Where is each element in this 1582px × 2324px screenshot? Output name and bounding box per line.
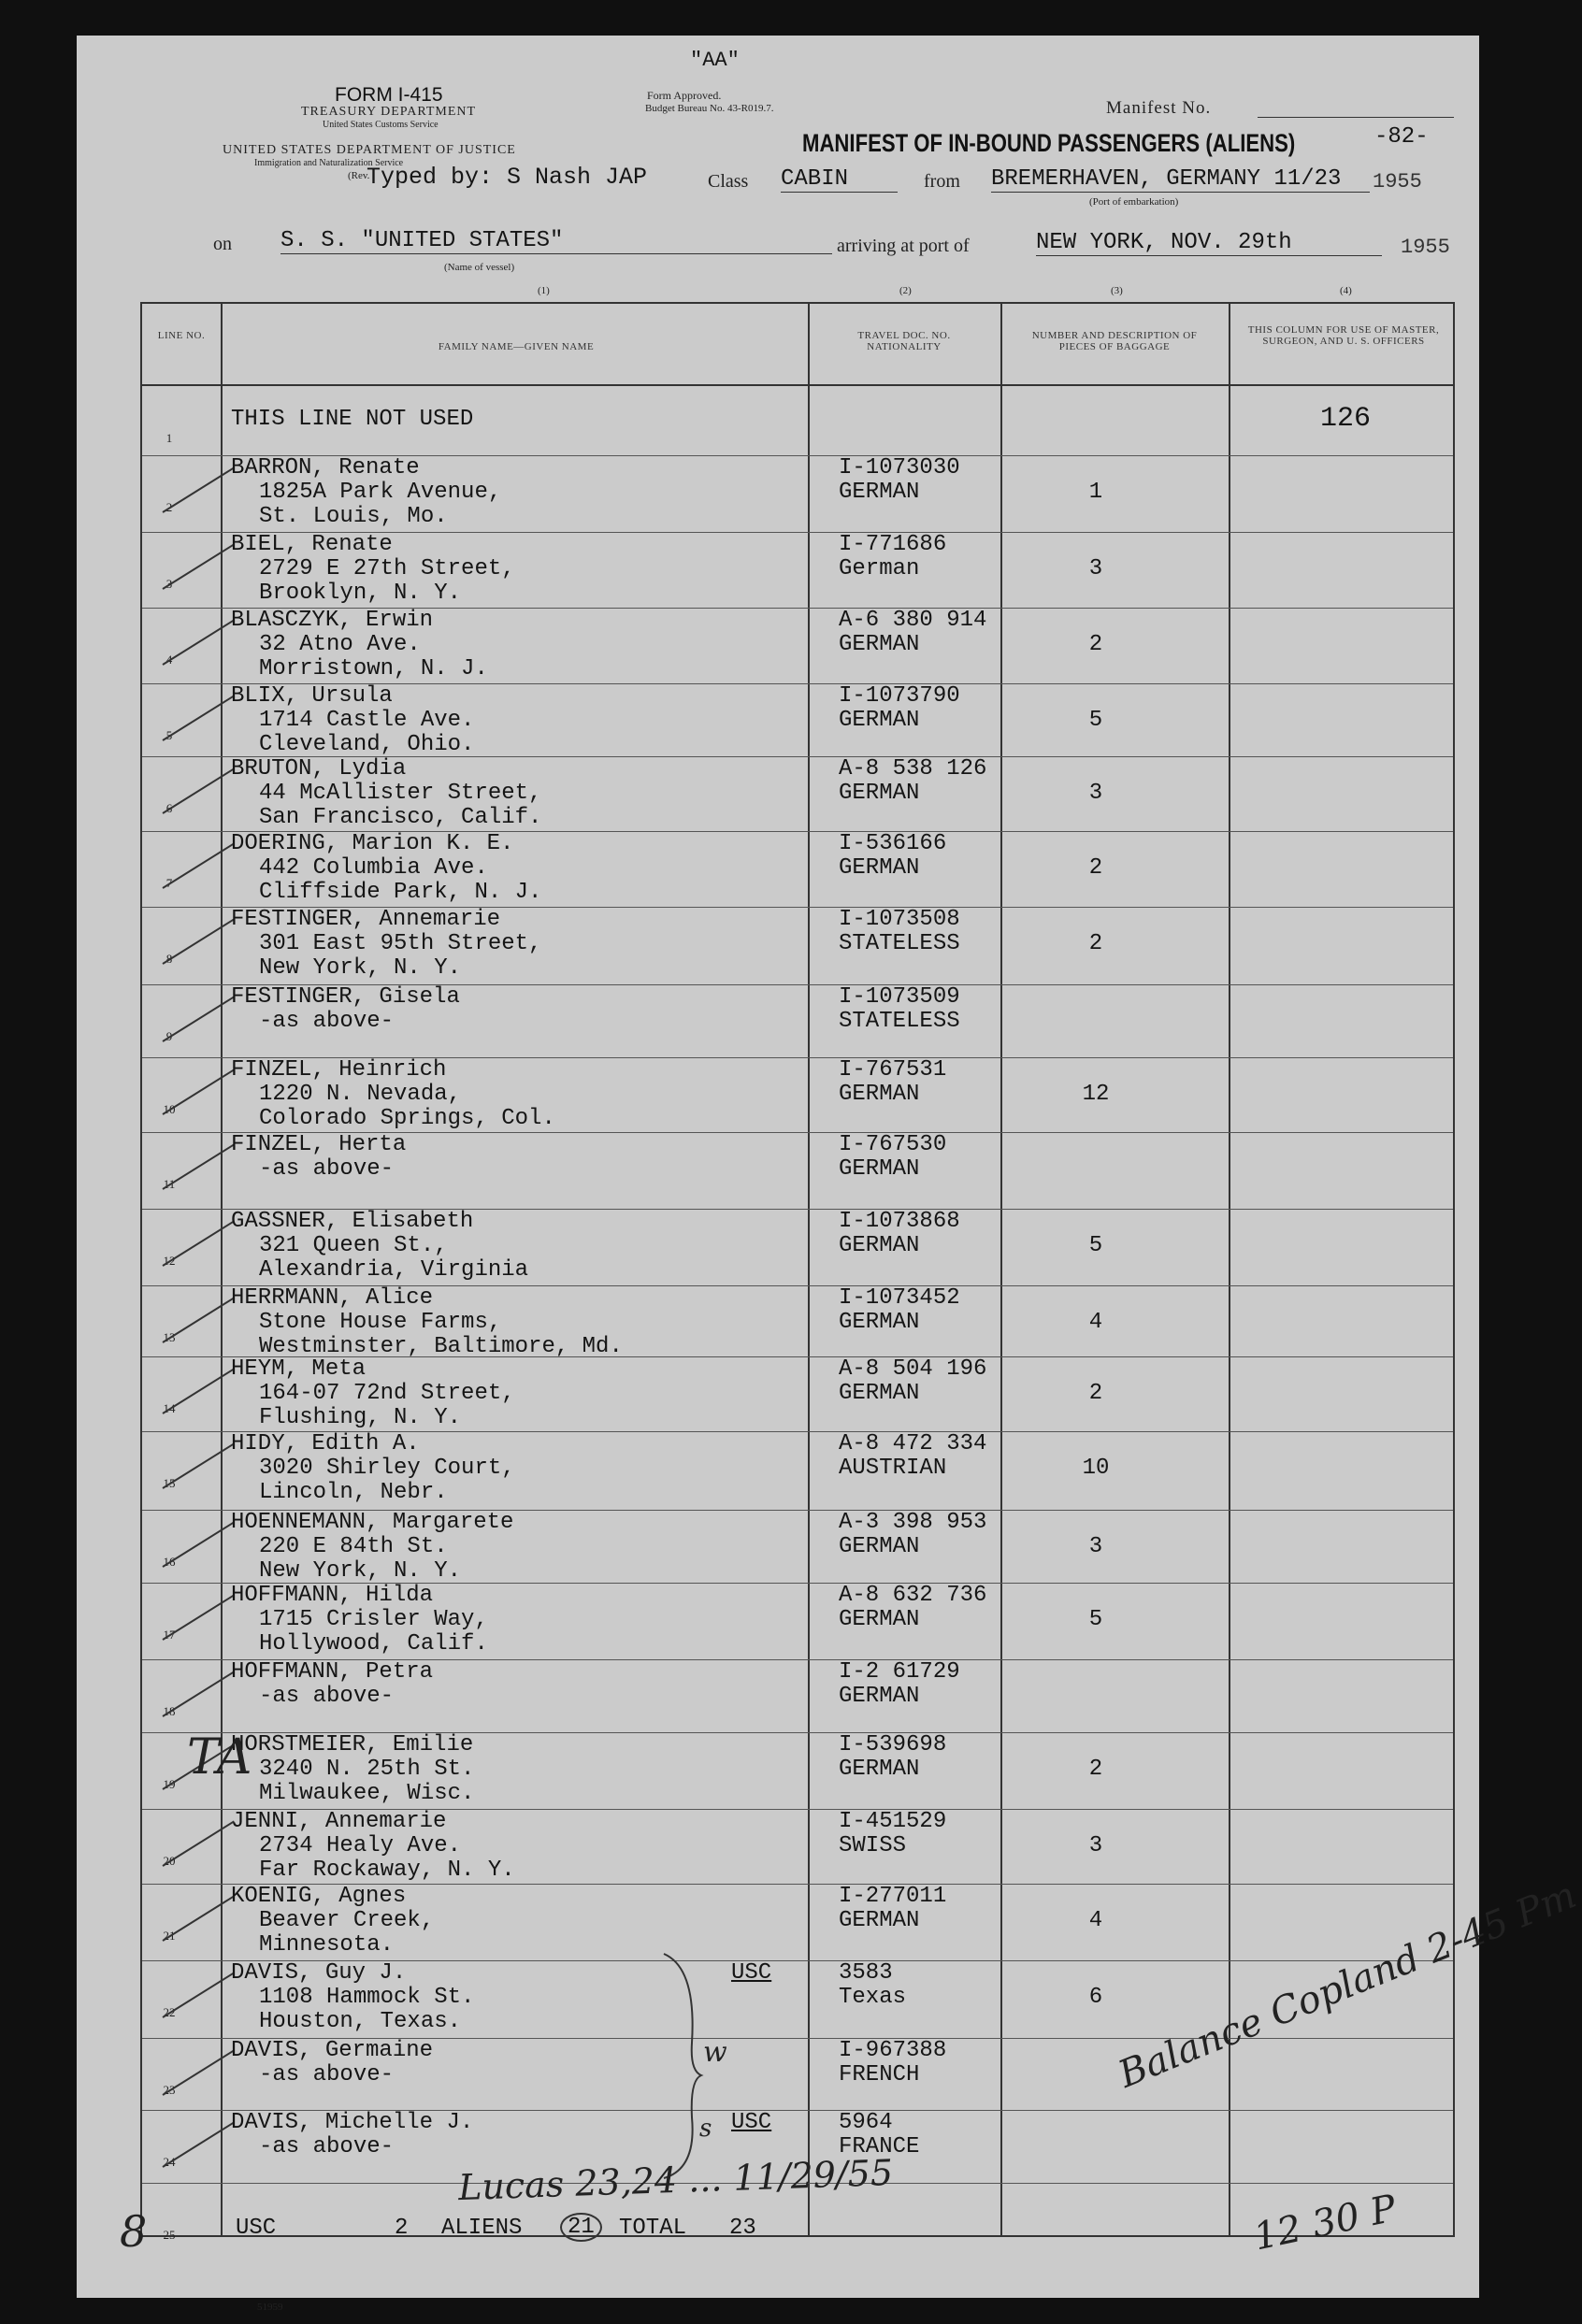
baggage-count: 3 (1088, 1833, 1103, 1858)
line-number: 3 (165, 577, 173, 591)
justice-dept: UNITED STATES DEPARTMENT OF JUSTICE (223, 143, 516, 157)
passenger-address-line: Houston, Texas. (259, 2009, 462, 2034)
travel-doc-number: I-1073790 (839, 683, 960, 709)
on-label: on (213, 234, 232, 254)
table-row (142, 1057, 1453, 1132)
travel-doc-number: I-1073509 (839, 984, 960, 1010)
nationality: Texas (839, 1985, 907, 2010)
passenger-address-line: Westminster, Baltimore, Md. (259, 1334, 623, 1359)
form-rev: (Rev. (348, 170, 370, 181)
passenger-address-line: 1108 Hammock St. (259, 1985, 475, 2010)
line-number: 18 (163, 1704, 176, 1718)
passenger-address-line: -as above- (259, 1156, 395, 1182)
passenger-address-line: Cliffside Park, N. J. (259, 880, 542, 905)
column-number: (1) (538, 285, 550, 296)
table-row (142, 1884, 1453, 1958)
check-mark (162, 1297, 234, 1342)
manifest-title: MANIFEST OF IN-BOUND PASSENGERS (ALIENS) (802, 129, 1296, 157)
passenger-address-line: San Francisco, Calif. (259, 805, 542, 830)
page-number: -82- (1374, 124, 1429, 150)
table-row (142, 756, 1453, 831)
line-number: 4 (165, 653, 173, 667)
passenger-address-line: 2729 E 27th Street, (259, 556, 515, 581)
baggage-count: 3 (1088, 781, 1103, 806)
passenger-name: BARRON, Renate (231, 455, 420, 481)
form-code: 51959 (257, 2302, 283, 2313)
baggage-count: 5 (1088, 708, 1103, 733)
nationality: GERMAN (839, 781, 920, 806)
passenger-address-line: Minnesota. (259, 1932, 395, 1958)
baggage-count: 1 (1088, 480, 1103, 505)
passenger-name: BIEL, Renate (231, 532, 393, 557)
check-mark (162, 466, 234, 512)
check-mark (162, 918, 234, 964)
table-row (142, 532, 1453, 607)
baggage-count: 5 (1088, 1233, 1103, 1258)
passenger-address-line: Brooklyn, N. Y. (259, 581, 462, 606)
class-label: Class (708, 171, 749, 192)
line-number: 12 (163, 1254, 176, 1268)
passenger-address-line: 32 Atno Ave. (259, 632, 421, 657)
col-header-travel-doc: TRAVEL DOC. NO. NATIONALITY (857, 330, 951, 352)
travel-doc-number: I-277011 (839, 1884, 947, 1909)
table-row (142, 984, 1453, 1059)
nationality: SWISS (839, 1833, 907, 1858)
passenger-address-line: -as above- (259, 2134, 395, 2159)
from-label: from (924, 171, 960, 192)
w-mark: w (703, 2036, 727, 2069)
passenger-name: FESTINGER, Annemarie (231, 907, 501, 932)
travel-doc-number: A-8 538 126 (839, 756, 987, 782)
customs-service: United States Customs Service (323, 120, 439, 130)
margin-mark: 8 (120, 2206, 148, 2257)
passenger-name: FINZEL, Herta (231, 1132, 407, 1157)
line-number: 6 (165, 801, 173, 815)
passenger-name: HOFFMANN, Petra (231, 1659, 434, 1685)
port-of-embarkation: BREMERHAVEN, GERMANY 11/23 (991, 166, 1370, 193)
check-mark (162, 543, 234, 589)
form-approved: Form Approved. (647, 89, 722, 102)
baggage-count: 6 (1088, 1985, 1103, 2010)
nationality: GERMAN (839, 708, 920, 733)
nationality: GERMAN (839, 1908, 920, 1933)
officer-note: 126 (1320, 403, 1372, 435)
travel-doc-number: I-1073508 (839, 907, 960, 932)
typed-by: Typed by: S Nash JAP (367, 164, 648, 191)
passenger-address-line: Flushing, N. Y. (259, 1405, 462, 1430)
aliens-count: 21 (560, 2213, 602, 2242)
usc-tag: USC (731, 1960, 772, 1986)
nationality: GERMAN (839, 1233, 920, 1258)
nationality: GERMAN (839, 1156, 920, 1182)
passenger-name: HEYM, Meta (231, 1356, 367, 1382)
year-top: 1955 (1373, 170, 1422, 194)
nationality: GERMAN (839, 1082, 920, 1107)
travel-doc-number: I-771686 (839, 532, 947, 557)
line-number: 7 (165, 876, 173, 890)
class-value: CABIN (781, 166, 898, 193)
check-mark (162, 1972, 234, 2017)
baggage-count: 12 (1082, 1082, 1110, 1107)
line-number: 16 (163, 1555, 176, 1569)
aa-mark: "AA" (690, 49, 740, 72)
nationality: GERMAN (839, 1381, 920, 1406)
col-header-baggage: NUMBER AND DESCRIPTION OF PIECES OF BAGGAGE (1031, 330, 1198, 352)
year-bottom: 1955 (1401, 236, 1450, 259)
check-mark (162, 1069, 234, 1114)
ta-mark: TA (187, 1729, 252, 1786)
passenger-address-line: 2734 Healy Ave. (259, 1833, 462, 1858)
line-number: 25 (163, 2228, 176, 2242)
table-row (142, 1583, 1453, 1657)
nationality: GERMAN (839, 1607, 920, 1632)
table-row (142, 2038, 1453, 2113)
passenger-address-line: 3240 N. 25th St. (259, 1757, 475, 1782)
usc-label: USC (236, 2216, 277, 2241)
passenger-name: THIS LINE NOT USED (231, 407, 474, 432)
manifest-no-line (1258, 117, 1454, 118)
passenger-name: HOENNEMANN, Margarete (231, 1510, 514, 1535)
travel-doc-number: A-8 504 196 (839, 1356, 987, 1382)
passenger-name: HOFFMANN, Hilda (231, 1583, 434, 1608)
vessel-caption: (Name of vessel) (444, 262, 515, 273)
check-mark (162, 1442, 234, 1488)
nationality: GERMAN (839, 1684, 920, 1709)
travel-doc-number: A-8 472 334 (839, 1431, 987, 1456)
line-number: 2 (165, 500, 173, 514)
passenger-address-line: Lincoln, Nebr. (259, 1480, 448, 1505)
line-number: 8 (165, 952, 173, 966)
check-mark (162, 1368, 234, 1413)
passenger-address-line: 301 East 95th Street, (259, 931, 542, 956)
immigration-service: Immigration and Naturalization Service (254, 158, 404, 168)
passenger-name: BRUTON, Lydia (231, 756, 407, 782)
nationality: STATELESS (839, 1009, 960, 1034)
nationality: GERMAN (839, 480, 920, 505)
check-mark (162, 1594, 234, 1640)
line-number: 20 (163, 1854, 176, 1868)
passenger-address-line: New York, N. Y. (259, 955, 462, 981)
travel-doc-number: I-767530 (839, 1132, 947, 1157)
line-number: 22 (163, 2005, 176, 2019)
arriving-label: arriving at port of (837, 236, 970, 256)
nationality: GERMAN (839, 1310, 920, 1335)
travel-doc-number: A-3 398 953 (839, 1510, 987, 1535)
baggage-count: 3 (1088, 1534, 1103, 1559)
table-row (142, 1356, 1453, 1431)
line-number: 13 (163, 1330, 176, 1344)
nationality: STATELESS (839, 931, 960, 956)
check-mark (162, 842, 234, 888)
passenger-address-line: 44 McAllister Street, (259, 781, 542, 806)
baggage-count: 10 (1082, 1456, 1110, 1481)
check-mark (162, 996, 234, 1041)
nationality: FRANCE (839, 2134, 920, 2159)
travel-doc-number: A-8 632 736 (839, 1583, 987, 1608)
line-number: 10 (163, 1102, 176, 1116)
baggage-count: 2 (1088, 855, 1103, 881)
line-number: 1 (165, 431, 173, 445)
passenger-address-line: Stone House Farms, (259, 1310, 502, 1335)
check-mark (162, 695, 234, 740)
passenger-name: GASSNER, Elisabeth (231, 1209, 474, 1234)
check-mark (162, 1521, 234, 1567)
column-number: (2) (899, 285, 912, 296)
check-mark (162, 2049, 234, 2095)
check-mark (162, 619, 234, 665)
passenger-table (140, 302, 1455, 2242)
balance-note: Balance Copland 2-45 Pm (1113, 1873, 1582, 2097)
passenger-name: DAVIS, Guy J. (231, 1960, 407, 1986)
passenger-address-line: Colorado Springs, Col. (259, 1106, 555, 1131)
table-row (142, 1510, 1453, 1585)
table-row (142, 907, 1453, 982)
line-number: 21 (163, 1929, 176, 1943)
passenger-name: KOENIG, Agnes (231, 1884, 407, 1909)
nationality: GERMAN (839, 632, 920, 657)
passenger-address-line: Cleveland, Ohio. (259, 732, 475, 757)
col-header-officers: THIS COLUMN FOR USE OF MASTER, SURGEON, AND U. S. OFFICERS (1247, 324, 1440, 347)
passenger-address-line: -as above- (259, 1009, 395, 1034)
manifest-no-label: Manifest No. (1106, 98, 1212, 118)
passenger-address-line: 1714 Castle Ave. (259, 708, 475, 733)
passenger-name: JENNI, Annemarie (231, 1809, 447, 1834)
travel-doc-number: I-1073030 (839, 455, 960, 481)
passenger-name: DAVIS, Michelle J. (231, 2110, 474, 2135)
bottom-signature: Lucas 23,24 ... 11/29/55 (457, 2151, 894, 2209)
baggage-count: 2 (1088, 1381, 1103, 1406)
travel-doc-number: I-2 61729 (839, 1659, 960, 1685)
column-number: (4) (1340, 285, 1352, 296)
passenger-address-line: Morristown, N. J. (259, 656, 488, 681)
passenger-address-line: Hollywood, Calif. (259, 1631, 488, 1657)
table-row (142, 683, 1453, 758)
passenger-name: FINZEL, Heinrich (231, 1057, 447, 1083)
table-row (142, 455, 1453, 530)
line-number: 19 (163, 1777, 176, 1791)
travel-doc-number: I-1073452 (839, 1285, 960, 1311)
table-row (142, 1431, 1453, 1506)
passenger-name: BLASCZYK, Erwin (231, 608, 434, 633)
column-number: (3) (1111, 285, 1123, 296)
baggage-count: 2 (1088, 632, 1103, 657)
bottom-time: 12 30 P (1249, 2187, 1401, 2259)
nationality: GERMAN (839, 1757, 920, 1782)
table-row (142, 608, 1453, 682)
passenger-name: DOERING, Marion K. E. (231, 831, 514, 856)
passenger-address-line: -as above- (259, 1684, 395, 1709)
check-mark (162, 1220, 234, 1266)
s-mark: s (699, 2115, 712, 2143)
passenger-name: DAVIS, Germaine (231, 2038, 434, 2063)
passenger-address-line: St. Louis, Mo. (259, 504, 448, 529)
table-row (142, 1285, 1453, 1360)
line-number: 23 (163, 2083, 176, 2097)
check-mark (162, 1143, 234, 1189)
check-mark (162, 1895, 234, 1941)
nationality: German (839, 556, 920, 581)
line-number: 14 (163, 1401, 176, 1415)
passenger-address-line: New York, N. Y. (259, 1558, 462, 1584)
passenger-address-line: 442 Columbia Ave. (259, 855, 488, 881)
check-mark (162, 1671, 234, 1716)
passenger-name: BLIX, Ursula (231, 683, 393, 709)
travel-doc-number: I-451529 (839, 1809, 947, 1834)
check-mark (162, 1820, 234, 1866)
line-number: 17 (163, 1628, 176, 1642)
table-row (142, 1659, 1453, 1734)
table-row (142, 1809, 1453, 1884)
table-row (142, 1132, 1453, 1207)
line-number: 9 (165, 1029, 173, 1043)
passenger-address-line: Alexandria, Virginia (259, 1257, 529, 1283)
baggage-count: 5 (1088, 1607, 1103, 1632)
baggage-count: 4 (1088, 1310, 1103, 1335)
passenger-address-line: Far Rockaway, N. Y. (259, 1858, 515, 1883)
baggage-count: 2 (1088, 931, 1103, 956)
passenger-address-line: 220 E 84th St. (259, 1534, 448, 1559)
passenger-name: FESTINGER, Gisela (231, 984, 460, 1010)
travel-doc-number: I-767531 (839, 1057, 947, 1083)
passenger-address-line: -as above- (259, 2062, 395, 2087)
vessel-name: S. S. "UNITED STATES" (280, 228, 832, 254)
passenger-address-line: 164-07 72nd Street, (259, 1381, 515, 1406)
total-count: 23 (729, 2216, 756, 2241)
travel-doc-number: 5964 (839, 2110, 893, 2135)
baggage-count: 3 (1088, 556, 1103, 581)
travel-doc-number: I-539698 (839, 1732, 947, 1757)
budget-bureau: Budget Bureau No. 43-R019.7. (645, 103, 774, 114)
table-row (142, 1732, 1453, 1807)
aliens-label: ALIENS (441, 2216, 523, 2241)
check-mark (162, 2121, 234, 2167)
table-row (142, 386, 1453, 461)
nationality: FRENCH (839, 2062, 920, 2087)
passenger-name: HORSTMEIER, Emilie (231, 1732, 474, 1757)
travel-doc-number: 3583 (839, 1960, 893, 1986)
travel-doc-number: I-1073868 (839, 1209, 960, 1234)
treasury-dept: TREASURY DEPARTMENT (301, 105, 477, 119)
travel-doc-number: I-536166 (839, 831, 947, 856)
passenger-address-line: Milwaukee, Wisc. (259, 1781, 475, 1806)
travel-doc-number: I-967388 (839, 2038, 947, 2063)
col-header-line-no: LINE NO. (157, 330, 206, 341)
table-row (142, 831, 1453, 906)
form-number: FORM I-415 (335, 84, 443, 106)
usc-count: 2 (395, 2216, 409, 2241)
nationality: AUSTRIAN (839, 1456, 947, 1481)
col-header-name: FAMILY NAME—GIVEN NAME (438, 341, 595, 352)
line-number: 24 (163, 2155, 176, 2169)
nationality: GERMAN (839, 1534, 920, 1559)
port-caption: (Port of embarkation) (1089, 196, 1179, 208)
passenger-address-line: 3020 Shirley Court, (259, 1456, 515, 1481)
line-number: 15 (163, 1476, 176, 1490)
baggage-count: 4 (1088, 1908, 1103, 1933)
nationality: GERMAN (839, 855, 920, 881)
passenger-address-line: 1715 Crisler Way, (259, 1607, 488, 1632)
passenger-address-line: 1220 N. Nevada, (259, 1082, 462, 1107)
line-number: 5 (165, 728, 173, 742)
passenger-address-line: 1825A Park Avenue, (259, 480, 502, 505)
passenger-address-line: 321 Queen St., (259, 1233, 448, 1258)
usc-tag: USC (731, 2110, 772, 2135)
passenger-name: HIDY, Edith A. (231, 1431, 420, 1456)
travel-doc-number: A-6 380 914 (839, 608, 987, 633)
table-row (142, 1209, 1453, 1284)
total-label: TOTAL (619, 2216, 687, 2241)
passenger-name: HERRMANN, Alice (231, 1285, 434, 1311)
arrival-port-date: NEW YORK, NOV. 29th (1036, 230, 1382, 256)
baggage-count: 2 (1088, 1757, 1103, 1782)
line-number: 11 (163, 1177, 176, 1191)
passenger-address-line: Beaver Creek, (259, 1908, 435, 1933)
check-mark (162, 767, 234, 813)
